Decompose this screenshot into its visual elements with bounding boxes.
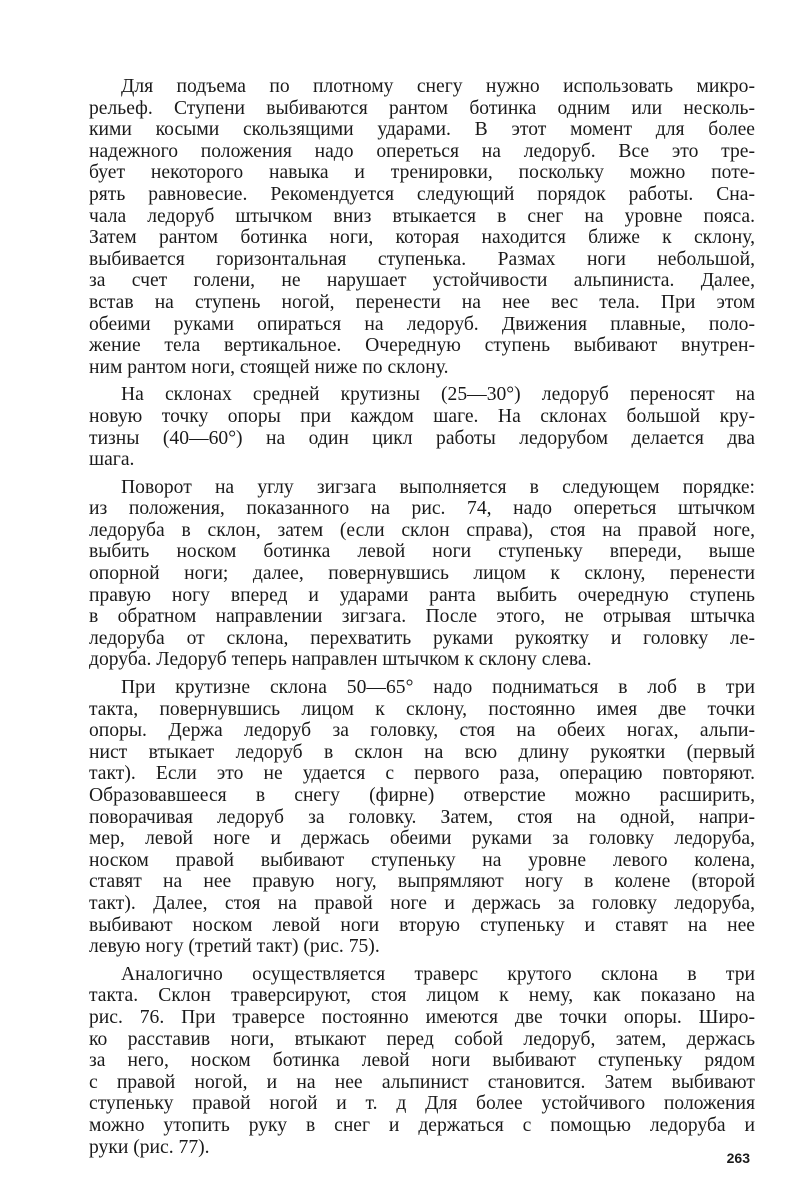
text-line: ледоруба от склона, перехватить руками рукоятку и головку ле- [89, 627, 755, 649]
text-line: кими косыми скользящими ударами. В этот момент для более [89, 119, 755, 141]
text-line: в обратном направлении зигзага. После этого, не отрывая штычка [89, 606, 755, 628]
text-line: опоры. Держа ледоруб за головку, стоя на обеих ногах, альпи- [89, 720, 755, 742]
paragraph-ascent-technique [89, 76, 755, 378]
text-line: выбивается горизонтальная ступенька. Размах ноги небольшой, [89, 248, 755, 270]
text-line: ко расставив ноги, втыкают перед собой ледоруб, затем, держась [89, 1028, 755, 1050]
text-line: за него, носком ботинка левой ноги выбивают ступеньку рядом [89, 1050, 755, 1072]
page-number: 263 [726, 1150, 750, 1166]
text-line: бует некоторого навыка и тренировки, поскольку можно поте- [89, 162, 755, 184]
text-line: ледоруба в склон, затем (если склон справа), стоя на правой ноге, [89, 519, 755, 541]
text-line: мер, левой ноге и держась обеими руками за головку ледоруба, [89, 828, 755, 850]
text-line: за счет голени, не нарушает устойчивости альпиниста. Далее, [89, 270, 755, 292]
text-line: такта. Склон траверсируют, стоя лицом к нему, как показано на [89, 985, 755, 1007]
text-line: доруба. Ледоруб теперь направлен штычком к склону слева. [89, 649, 592, 671]
text-line: такт). Если это не удается с первого раза, операцию повторяют. [89, 763, 755, 785]
text-line: ступеньку правой ногой и т. д Для более устойчивого положения [89, 1093, 755, 1115]
text-line: новую точку опоры при каждом шаге. На склонах большой кру- [89, 405, 755, 427]
text-line: поворачивая ледоруб за головку. Затем, стоя на одной, напри- [89, 806, 755, 828]
text-line: ним рантом ноги, стоящей ниже по склону. [89, 356, 449, 378]
text-line: чала ледоруб штычком вниз втыкается в снег на уровне пояса. [89, 205, 755, 227]
text-line: нист втыкает ледоруб в склон на всю длину рукоятки (первый [89, 741, 755, 763]
text-line: можно утопить руку в снег и держаться с помощью ледоруба и [89, 1114, 755, 1136]
text-line: шага. [89, 449, 135, 471]
text-line: левую ногу (третий такт) (рис. 75). [89, 936, 380, 958]
text-line: Поворот на углу зигзага выполняется в следующем порядке: [121, 476, 755, 498]
text-line: рельеф. Ступени выбиваются рантом ботинка одним или несколь- [89, 97, 755, 119]
text-line: Аналогично осуществляется траверс крутого склона в три [121, 963, 755, 985]
text-line: такта, повернувшись лицом к склону, постоянно имея две точки [89, 698, 755, 720]
text-line: На склонах средней крутизны (25—30°) ледоруб переносят на [121, 384, 755, 406]
text-line: Затем рантом ботинка ноги, которая находится ближе к склону, [89, 227, 755, 249]
text-line: правую ногу вперед и ударами ранта выбить очередную ступень [89, 584, 755, 606]
text-line: рять равновесие. Рекомендуется следующий порядок работы. Сна- [89, 183, 755, 205]
paragraph-steep-ascent [89, 677, 755, 958]
text-line: надежного положения надо опереться на ледоруб. Все это тре- [89, 140, 755, 162]
text-line: жение тела вертикальное. Очередную ступень выбивают внутрен- [89, 335, 755, 357]
text-line: с правой ногой, и на нее альпинист становится. Затем выбивают [89, 1071, 755, 1093]
text-line: выбить носком ботинка левой ноги ступеньку впереди, выше [89, 541, 755, 563]
text-line: из положения, показанного на рис. 74, надо опереться штычком [89, 498, 755, 520]
text-line: встав на ступень ногой, перенести на нее вес тела. При этом [89, 291, 755, 313]
text-line: ставят на нее правую ногу, выпрямляют ногу в колене (второй [89, 871, 755, 893]
text-line: опорной ноги; далее, повернувшись лицом к склону, перенести [89, 563, 755, 585]
text-line: Для подъема по плотному снегу нужно использовать микро- [121, 76, 755, 97]
text-line: такт). Далее, стоя на правой ноге и держась за головку ледоруба, [89, 892, 755, 914]
text-line: обеими руками опираться на ледоруб. Движения плавные, поло- [89, 313, 755, 335]
text-line: выбивают носком левой ноги вторую ступеньку и ставят на нее [89, 914, 755, 936]
page-body [89, 76, 755, 1164]
paragraph-zigzag-turn [89, 477, 755, 671]
text-line: При крутизне склона 50—65° надо подниматься в лоб в три [121, 677, 755, 699]
paragraph-medium-steepness [89, 384, 755, 470]
text-line: Образовавшееся в снегу (фирне) отверстие можно расширить, [89, 785, 755, 806]
text-line: рис. 76. При траверсе постоянно имеются две точки опоры. Широ- [89, 1006, 755, 1028]
paragraph-traverse [89, 964, 755, 1158]
text-line: руки (рис. 77). [89, 1136, 210, 1158]
text-line: тизны (40—60°) на один цикл работы ледорубом делается два [89, 427, 755, 449]
text-line: носком правой выбивают ступеньку на уровне левого колена, [89, 849, 755, 871]
